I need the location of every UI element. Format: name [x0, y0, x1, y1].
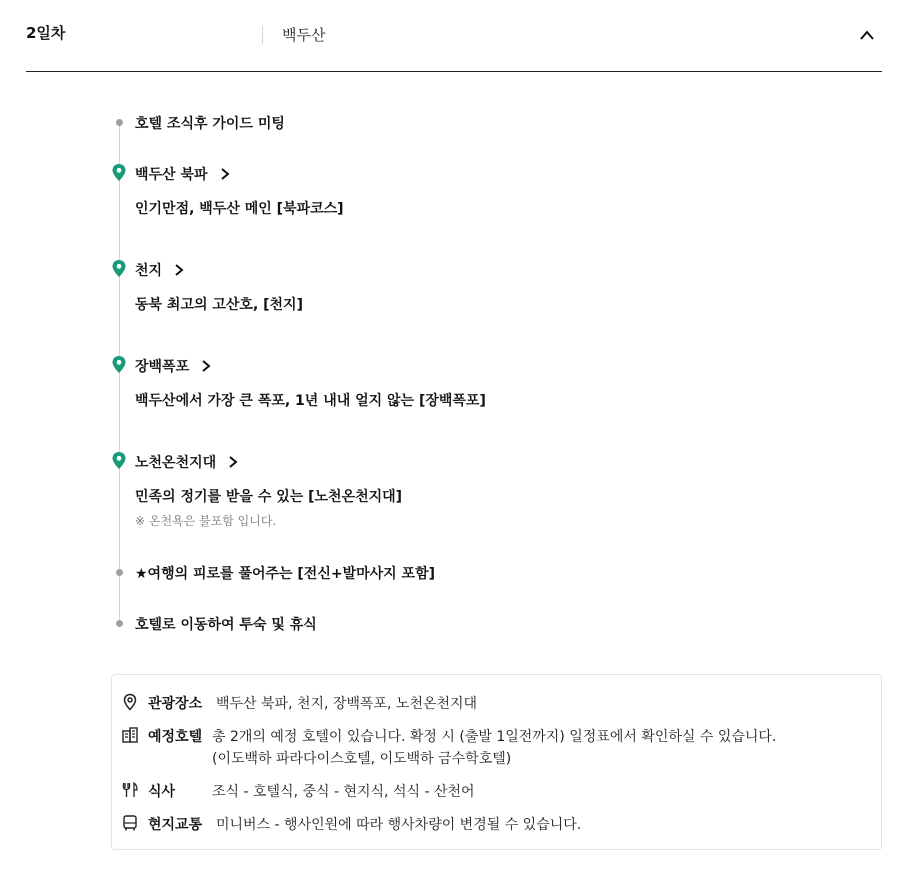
bus-icon [121, 814, 139, 832]
location-icon [121, 693, 139, 711]
stop-description: 인기만점, 백두산 메인 [북파코스] [135, 201, 344, 217]
day-info-box [111, 674, 882, 850]
collapse-button[interactable] [856, 24, 878, 46]
header-place: 백두산 [282, 26, 326, 44]
chevron-right-icon [174, 264, 184, 276]
stop-name: 장백폭포 [135, 359, 190, 375]
stop-name: 노천온천지대 [135, 455, 217, 471]
stop-link[interactable] [135, 260, 184, 280]
stop-link[interactable] [135, 356, 211, 376]
timeline-text: 호텔 조식후 가이드 미팅 [135, 116, 285, 132]
building-icon [121, 726, 139, 744]
info-transport-label: 현지교통 [148, 817, 203, 833]
info-sights-value: 백두산 북파, 천지, 장백폭포, 노천온천지대 [216, 696, 478, 712]
info-hotel-value: 총 2개의 예정 호텔이 있습니다. 확정 시 (출발 1일전까지) 일정표에서 확인하실 수 있습니다. [212, 729, 777, 745]
info-hotel-label: 예정호텔 [148, 729, 203, 745]
map-pin-icon [112, 356, 126, 373]
map-pin-icon [112, 164, 126, 181]
utensils-icon [121, 781, 139, 799]
stop-link[interactable] [135, 164, 230, 184]
info-hotel-list: (이도백하 파라다이스호텔, 이도백하 금수학호텔) [212, 751, 512, 767]
stop-name: 백두산 북파 [135, 167, 208, 183]
timeline-dot [116, 569, 123, 576]
info-sights-label: 관광장소 [148, 696, 203, 712]
timeline-dot [116, 620, 123, 627]
chevron-right-icon [228, 456, 238, 468]
header-divider [262, 26, 263, 44]
timeline-text: ★여행의 피로를 풀어주는 [전신+발마사지 포함] [135, 566, 436, 582]
stop-note: ※ 온천욕은 불포함 입니다. [135, 514, 277, 528]
chevron-up-icon [856, 24, 878, 46]
info-meal-value: 조식 - 호텔식, 중식 - 현지식, 석식 - 산천어 [212, 784, 475, 800]
timeline-dot [116, 119, 123, 126]
chevron-right-icon [220, 168, 230, 180]
stop-description: 민족의 정기를 받을 수 있는 [노천온천지대] [135, 489, 403, 505]
stop-link[interactable] [135, 452, 238, 472]
stop-name: 천지 [135, 263, 163, 279]
day-label: 2일차 [26, 24, 66, 42]
chevron-right-icon [201, 360, 211, 372]
day-header [26, 0, 882, 72]
timeline-text: 호텔로 이동하여 투숙 및 휴식 [135, 617, 317, 633]
info-transport-value: 미니버스 - 행사인원에 따라 행사차량이 변경될 수 있습니다. [216, 817, 582, 833]
info-meal-label: 식사 [148, 784, 176, 800]
stop-description: 백두산에서 가장 큰 폭포, 1년 내내 얼지 않는 [장백폭포] [135, 393, 486, 409]
map-pin-icon [112, 452, 126, 469]
stop-description: 동북 최고의 고산호, [천지] [135, 297, 303, 313]
map-pin-icon [112, 260, 126, 277]
